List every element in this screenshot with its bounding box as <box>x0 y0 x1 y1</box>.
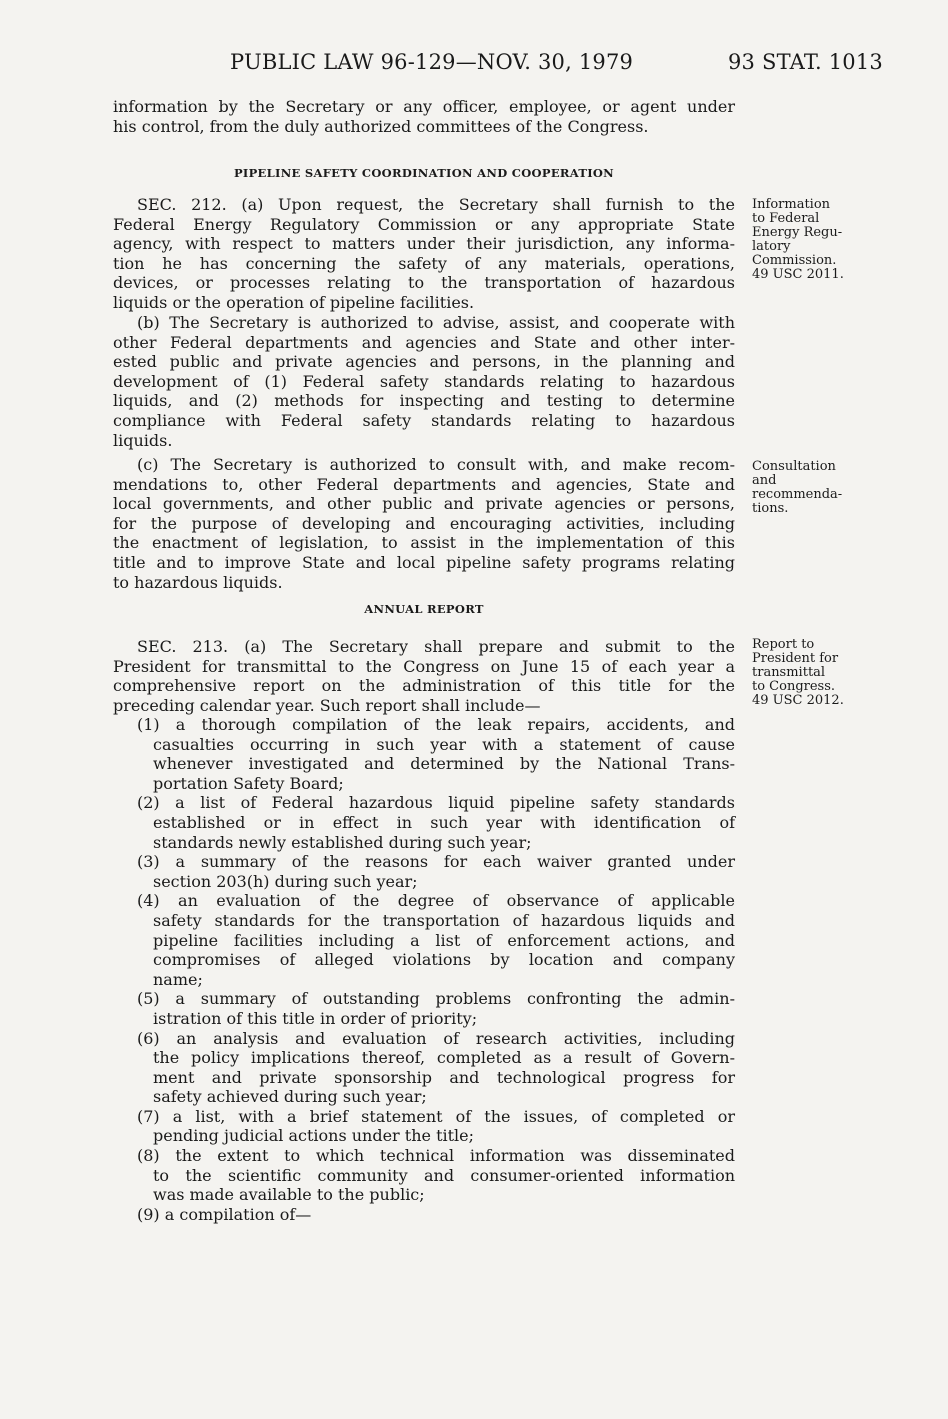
text-line: liquids or the operation of pipeline facilities. <box>113 292 475 312</box>
text-line: section 203(h) during such year; <box>153 871 418 891</box>
text-line: the enactment of legislation, to assist in the implementation of this <box>113 533 735 553</box>
margin-note-line: recommenda- <box>752 487 843 502</box>
section-heading-annual-report: ANNUAL REPORT <box>364 602 484 616</box>
text-line: for the purpose of developing and encouraging activities, including <box>113 513 735 533</box>
margin-note-line: Commission. <box>752 253 837 268</box>
report-item <box>113 989 735 1028</box>
text-line: agency, with respect to matters under their jurisdiction, any informa- <box>113 234 735 254</box>
margin-note-line: President for <box>752 651 839 666</box>
report-item <box>113 1107 735 1146</box>
sec-213-a <box>113 637 735 715</box>
text-line: compromises of alleged violations by location and company <box>153 950 735 970</box>
text-line: mendations to, other Federal departments and agencies, State and <box>113 474 735 494</box>
sec-212-b <box>113 313 735 450</box>
text-line: title and to improve State and local pipeline safety programs relating <box>113 552 735 572</box>
margin-note-line: transmittal <box>752 665 826 680</box>
text-line: (6) an analysis and evaluation of research activities, including <box>137 1028 735 1048</box>
text-line: whenever investigated and determined by the National Trans- <box>153 754 735 774</box>
margin-note-line: and <box>752 473 777 488</box>
text-line: istration of this title in order of priority; <box>153 1008 478 1028</box>
report-item <box>113 852 735 891</box>
margin-note-consultation <box>752 460 842 516</box>
text-line: the policy implications thereof, completed as a result of Govern- <box>153 1048 735 1068</box>
text-line: (7) a list, with a brief statement of the issues, of completed or <box>137 1106 735 1126</box>
text-line: (2) a list of Federal hazardous liquid pipeline safety standards <box>137 793 735 813</box>
text-line: standards newly established during such year; <box>153 832 532 852</box>
text-line: (4) an evaluation of the degree of observance of applicable <box>137 891 735 911</box>
margin-note-line: 49 USC 2011. <box>752 267 844 282</box>
text-line: (1) a thorough compilation of the leak repairs, accidents, and <box>137 715 735 734</box>
report-item <box>113 891 735 989</box>
text-line: pending judicial actions under the title; <box>153 1126 475 1146</box>
margin-note-line: Report to <box>752 637 815 652</box>
text-line: portation Safety Board; <box>153 773 344 793</box>
statute-page-number: 93 STAT. 1013 <box>728 50 883 74</box>
margin-note-line: to Federal <box>752 211 820 226</box>
text-line: comprehensive report on the administration of this title for the <box>113 676 735 696</box>
margin-note-line: Consultation <box>752 459 836 474</box>
text-line: ested public and private agencies and persons, in the planning and <box>113 352 735 372</box>
text-line: to the scientific community and consumer-oriented information <box>153 1165 735 1185</box>
text-line: to hazardous liquids. <box>113 572 283 592</box>
text-line: tion he has concerning the safety of any materials, operations, <box>113 253 735 273</box>
text-line: his control, from the duly authorized committees of the Congress. <box>113 116 649 136</box>
text-line: (3) a summary of the reasons for each waiver granted under <box>137 852 735 872</box>
text-line: Federal Energy Regulatory Commission or any appropriate State <box>113 214 735 234</box>
text-line: (9) a compilation of— <box>137 1204 312 1224</box>
text-line: safety standards for the transportation of hazardous liquids and <box>153 910 735 930</box>
text-line: President for transmittal to the Congress on June 15 of each year a <box>113 656 735 676</box>
report-item <box>113 1146 735 1205</box>
text-line: safety achieved during such year; <box>153 1087 427 1107</box>
text-line: liquids, and (2) methods for inspecting and testing to determine <box>113 391 735 411</box>
text-line: local governments, and other public and private agencies or persons, <box>113 494 735 514</box>
report-item <box>113 715 735 793</box>
text-line: liquids. <box>113 430 173 450</box>
text-line: ment and private sponsorship and technological progress for <box>153 1067 735 1087</box>
sec-212-a <box>113 195 735 313</box>
margin-note-line: to Congress. <box>752 679 836 694</box>
running-header: PUBLIC LAW 96-129—NOV. 30, 1979 <box>230 50 634 74</box>
text-line: development of (1) Federal safety standards relating to hazardous <box>113 371 735 391</box>
text-line: SEC. 213. (a) The Secretary shall prepare and submit to the <box>137 637 735 656</box>
section-heading-pipeline-safety: PIPELINE SAFETY COORDINATION AND COOPERATION <box>233 166 614 180</box>
text-line: was made available to the public; <box>153 1185 425 1205</box>
text-line: (8) the extent to which technical information was disseminated <box>137 1146 735 1166</box>
text-line: pipeline facilities including a list of enforcement actions, and <box>153 930 735 950</box>
report-item <box>113 1029 735 1107</box>
text-line: (c) The Secretary is authorized to consult with, and make recom- <box>137 455 735 474</box>
text-line: (b) The Secretary is authorized to advise, assist, and cooperate with <box>137 313 735 332</box>
sec-212-c <box>113 455 735 592</box>
text-line: casualties occurring in such year with a statement of cause <box>153 734 735 754</box>
text-line: compliance with Federal safety standards relating to hazardous <box>113 410 735 430</box>
margin-note-report <box>752 638 844 708</box>
text-line: (5) a summary of outstanding problems confronting the admin- <box>137 989 735 1009</box>
text-line: devices, or processes relating to the transportation of hazardous <box>113 273 735 293</box>
report-items <box>113 715 735 1224</box>
report-item <box>113 793 735 852</box>
text-line: SEC. 212. (a) Upon request, the Secretary shall furnish to the <box>137 195 735 214</box>
margin-note-line: 49 USC 2012. <box>752 693 844 708</box>
text-line: preceding calendar year. Such report shall include— <box>113 695 541 715</box>
margin-note-line: tions. <box>752 501 789 516</box>
margin-note-line: Information <box>752 197 831 212</box>
text-line: other Federal departments and agencies and State and other inter- <box>113 332 735 352</box>
text-line: established or in effect in such year with identification of <box>153 812 735 832</box>
report-item <box>113 1205 735 1225</box>
text-line: name; <box>153 969 203 989</box>
text-line: information by the Secretary or any officer, employee, or agent under <box>113 97 735 116</box>
margin-note-line: Energy Regu- <box>752 225 843 240</box>
margin-note-information <box>752 198 844 282</box>
margin-note-line: latory <box>752 239 791 254</box>
intro-paragraph <box>113 97 735 136</box>
